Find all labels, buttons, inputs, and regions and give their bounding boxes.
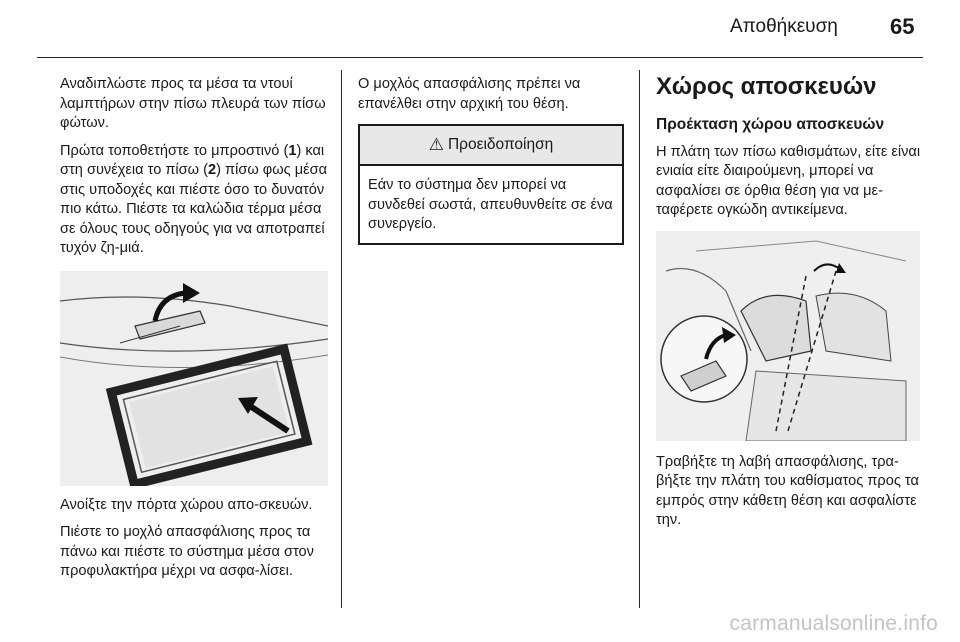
paragraph: Τραβήξτε τη λαβή απασφάλισης, τρα-βήξτε την πλάτη του καθίσματος προς τα εμπρός στην κάθετη θέση και ασφαλίστε την. [656, 453, 919, 528]
text-run: ) πίσω φως μέσα στις υποδοχές και πιέστε όσο το δυνατόν πιο κάτω. Πιέστε τα καλώδια τέρμα μέσα σε όλους τους οδηγούς για να αποτραπεί τυχόν ζη-μιά. [60, 162, 328, 256]
paragraph: Ο μοχλός απασφάλισης πρέπει να επανέλθει στην αρχική του θέση. [358, 76, 581, 112]
sub-title: Προέκταση χώρου αποσκευών [656, 116, 885, 133]
callout-number: 1 [288, 142, 297, 159]
column-1 [60, 75, 328, 590]
text-run: Πρώτα τοποθετήστε το μπροστινό ( [60, 142, 289, 159]
figure-rear-seat-backrest [656, 231, 920, 441]
section-title: Χώρος αποσκευών [656, 73, 877, 100]
warning-title: Προειδοποίηση [447, 136, 554, 154]
column-2 [358, 75, 628, 245]
paragraph: Ανοίξτε την πόρτα χώρου απο-σκευών. [60, 496, 313, 513]
figure-rear-bumper-carrier [60, 271, 328, 486]
seat-illustration [656, 231, 920, 441]
bumper-illustration [60, 271, 328, 486]
warning-text: Εάν το σύστημα δεν μπορεί να συνδεθεί σωστά, απευθυνθείτε σε ένα συνεργείο. [368, 177, 613, 232]
warning-header [360, 126, 622, 166]
page-title: Αποθήκευση [730, 16, 838, 37]
paragraph: Πιέστε το μοχλό απασφάλισης προς τα πάνω και πιέστε το σύστημα μέσα στον προφυλακτήρα μέχρι να ασφα-λίσει. [60, 524, 314, 579]
warning-triangle-icon: ⚠ [428, 135, 444, 155]
header-rule [37, 57, 923, 58]
warning-box [358, 124, 624, 245]
column-divider [341, 70, 342, 608]
paragraph [60, 142, 328, 259]
text-run: ) και στη συνέχεια το πίσω ( [60, 142, 325, 178]
paragraph: Η πλάτη των πίσω καθισμάτων, είτε είναι ενιαία είτε διαιρούμενη, μπορεί να ασφαλίσει σε όρθια θέση για να με-ταφέρετε ογκώδη αντικείμενα. [656, 143, 921, 218]
watermark: carmanualsonline.info [729, 612, 938, 635]
column-3 [656, 75, 926, 539]
paragraph: Αναδιπλώστε προς τα μέσα τα ντουί λαμπτήρων στην πίσω πλευρά των πίσω φώτων. [60, 76, 326, 131]
callout-number: 2 [208, 162, 217, 178]
page-number: 65 [890, 14, 915, 39]
column-divider [639, 70, 640, 608]
